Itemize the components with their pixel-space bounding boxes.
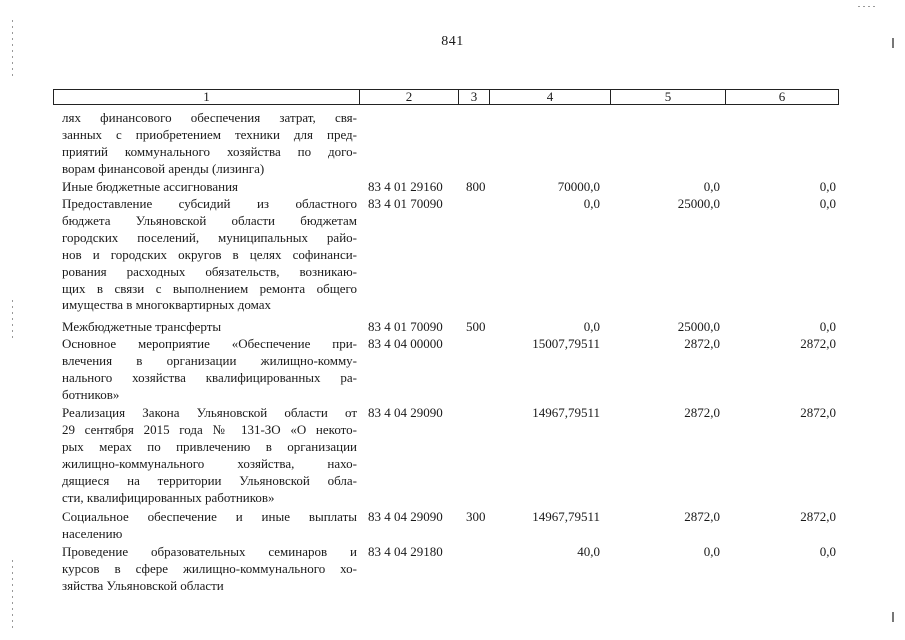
column-header: 6 — [778, 89, 786, 104]
column-header: 3 — [470, 89, 478, 104]
scan-mark — [858, 6, 878, 7]
amount-col-6: 2872,0 — [800, 336, 836, 351]
description-line: сти, квалифицированных работников» — [62, 489, 275, 505]
budget-code: 83 4 01 70090 — [368, 319, 443, 334]
amount-col-4: 15007,79511 — [532, 336, 600, 351]
amount-col-4: 14967,79511 — [532, 509, 600, 524]
description-line: населению — [62, 525, 123, 541]
scan-edge-mark — [892, 612, 894, 622]
amount-col-5: 2872,0 — [684, 509, 720, 524]
description-line: влечения в организации жилищно-комму- — [62, 352, 357, 368]
row-description — [62, 196, 357, 314]
amount-col-6: 0,0 — [819, 196, 836, 211]
description-line: нов и городских округов в целях софинанси- — [62, 246, 357, 262]
row-description — [62, 336, 357, 404]
amount-col-4: 40,0 — [577, 544, 600, 559]
description-line: имущества в многоквартирных домах — [62, 297, 272, 313]
description-line: Межбюджетные трансферты — [62, 319, 222, 334]
amount-col-4: 0,0 — [583, 319, 600, 334]
expense-type: 800 — [466, 179, 486, 194]
row-description — [62, 179, 357, 196]
description-line: Предоставление субсидий из областного — [62, 196, 357, 211]
description-line: щих в связи с выполнением ремонта общего — [62, 280, 357, 296]
description-line: курсов в сфере жилищно-коммунального хо- — [62, 560, 357, 576]
scan-edge-mark — [12, 560, 13, 630]
row-description — [62, 544, 357, 595]
description-line: жилищно-коммунального хозяйства, нахо- — [62, 455, 357, 471]
column-header: 2 — [405, 89, 413, 104]
amount-col-5: 25000,0 — [677, 196, 720, 211]
row-description — [62, 319, 357, 336]
column-header: 4 — [546, 89, 554, 104]
amount-col-5: 0,0 — [703, 544, 720, 559]
budget-code: 83 4 04 29090 — [368, 509, 443, 524]
row-description — [62, 110, 357, 178]
description-line: ворам финансовой аренды (лизинга) — [62, 160, 265, 176]
budget-code: 83 4 01 29160 — [368, 179, 443, 194]
expense-type: 300 — [466, 509, 486, 524]
column-header: 5 — [664, 89, 672, 104]
description-line: дящиеся на территории Ульяновской обла- — [62, 472, 357, 488]
description-line: Социальное обеспечение и иные выплаты — [62, 509, 357, 524]
description-line: рых мерах по привлечению в организации — [62, 438, 357, 454]
budget-code: 83 4 01 70090 — [368, 196, 443, 211]
expense-type: 500 — [466, 319, 486, 334]
description-line: занных с приобретением техники для пред- — [62, 126, 357, 142]
row-description — [62, 405, 357, 506]
description-line: приятий коммунального хозяйства по дого- — [62, 143, 357, 159]
amount-col-6: 0,0 — [819, 544, 836, 559]
page-number: 841 — [441, 34, 464, 49]
amount-col-5: 2872,0 — [684, 336, 720, 351]
amount-col-4: 14967,79511 — [532, 405, 600, 420]
amount-col-6: 0,0 — [819, 179, 836, 194]
column-header: 1 — [203, 89, 210, 104]
amount-col-4: 70000,0 — [557, 179, 600, 194]
description-line: лях финансового обеспечения затрат, свя- — [62, 110, 357, 125]
scan-edge-mark — [12, 20, 13, 80]
description-line: Проведение образовательных семинаров и — [62, 544, 357, 559]
description-line: нального хозяйства квалифицированных ра- — [62, 369, 357, 385]
description-line: Иные бюджетные ассигнования — [62, 179, 239, 194]
row-description — [62, 509, 357, 543]
budget-code: 83 4 04 00000 — [368, 336, 443, 351]
amount-col-6: 2872,0 — [800, 509, 836, 524]
amount-col-4: 0,0 — [583, 196, 600, 211]
description-line: бюджета Ульяновской области бюджетам — [62, 212, 357, 228]
scan-edge-mark — [12, 300, 13, 340]
budget-code: 83 4 04 29180 — [368, 544, 443, 559]
amount-col-5: 2872,0 — [684, 405, 720, 420]
description-line: Основное мероприятие «Обеспечение при- — [62, 336, 357, 351]
table-header — [53, 89, 839, 105]
description-line: рования расходных обязательств, возникаю- — [62, 263, 357, 279]
description-line: Реализация Закона Ульяновской области от — [62, 405, 357, 420]
amount-col-6: 2872,0 — [800, 405, 836, 420]
budget-code: 83 4 04 29090 — [368, 405, 443, 420]
amount-col-6: 0,0 — [819, 319, 836, 334]
description-line: городских поселений, муниципальных райо- — [62, 229, 357, 245]
description-line: зяйства Ульяновской области — [62, 577, 224, 593]
description-line: ботников» — [62, 386, 120, 402]
description-line: 29 сентября 2015 года № 131-ЗО «О некото- — [62, 421, 357, 437]
amount-col-5: 25000,0 — [677, 319, 720, 334]
amount-col-5: 0,0 — [703, 179, 720, 194]
